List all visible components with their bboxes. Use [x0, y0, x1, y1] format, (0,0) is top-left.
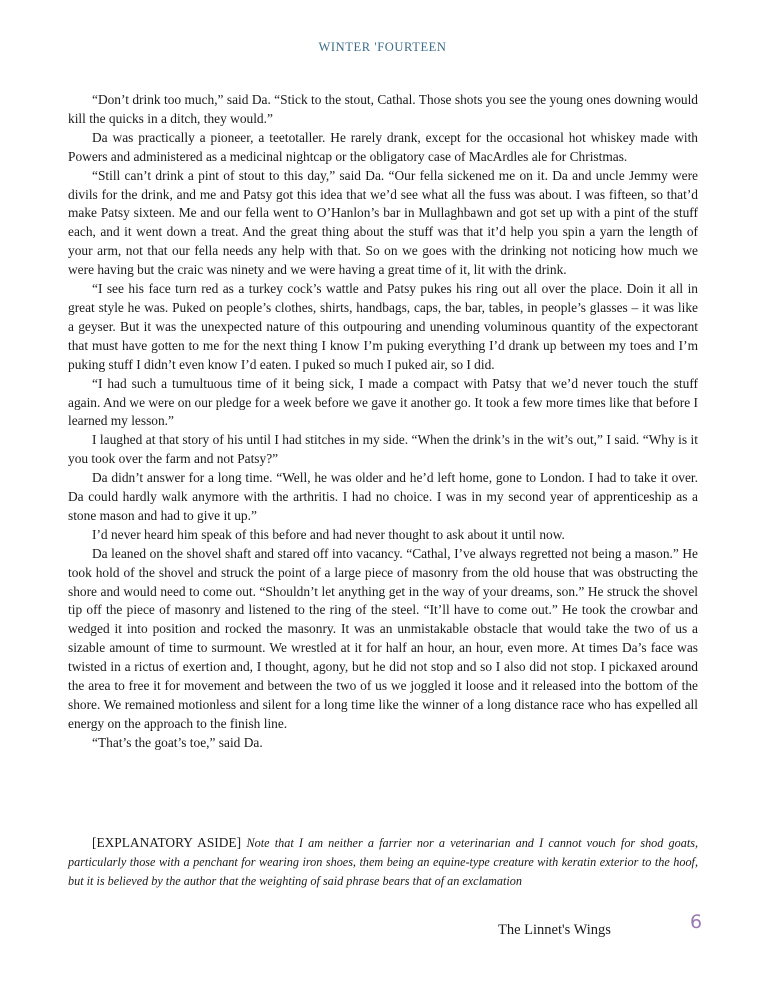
aside-label: [EXPLANATORY ASIDE]	[92, 835, 242, 850]
footer-publication-title: The Linnet's Wings	[498, 922, 611, 938]
paragraph: “I see his face turn red as a turkey cock’s wattle and Patsy pukes his ring out all over the place. Doin it all in great style he was. Puked on people’s clothes, shirts, handbags, caps, the bar, tables, in people’s glasses – it was like a geyser. But it was the unexpected nature of this outpouring and unending voluminous quantity of the expectorant that must have gotten to me for the next thing I know I’m puking everything I’d drank up between my toes and I’m puking stuff I didn’t even know I’d eaten. I puked so much I puked air, so I did.	[68, 281, 698, 372]
aside-body: Note that I am neither a farrier nor a veterinarian and I cannot vouch for shod goats, particularly those with a penchant for wearing iron shoes, them being an equine-type creature with keratin exterior to the hoof, but it is believed by the author that the weighting of said phrase bears that of an exclamation	[68, 836, 698, 888]
paragraph: Da leaned on the shovel shaft and stared off into vacancy. “Cathal, I’ve always regretted not being a mason.” He took hold of the shovel and struck the point of a large piece of masonry from the old house that was obstructing the shore and would need to come out. “Shouldn’t let anything get in the way of your dreams, son.” He struck the shovel tip off the piece of masonry and listened to the ring of the steel. “It’ll have to come out.” He took the crowbar and wedged it into position and rocked the masonry. It was an unmistakable obstacle that would take the two of us a sizable amount of time to surmount. We wrestled at it for half an hour, an hour, even more. At times Da’s face was twisted in a rictus of exertion and, I thought, agony, but he did not stop and so I also did not stop. I pickaxed around the area to free it for movement and between the two of us we joggled it loose and it released into the bottom of the shore. We remained motionless and silent for a long time like the winner of a long distance race who has expelled all energy on the approach to the finish line.	[68, 545, 698, 731]
paragraph: I laughed at that story of his until I had stitches in my side. “When the drink’s in the wit’s out,” I said. “Why is it you took over the farm and not Patsy?”	[68, 432, 698, 467]
paragraph: “Still can’t drink a pint of stout to this day,” said Da. “Our fella sickened me on it. Da and uncle Jemmy were divils for the drink, and me and Patsy got this idea that we’d see what all the fuss was about. I was fifteen, so that’d make Patsy sixteen. Me and our fella went to O’Hanlon’s bar in Mullaghbawn and got set up with a pint of the stuff each, and it went down a treat. And the great thing about the stuff was that it’d help you spin a yarn the length of your arm, not that our fella needs any help with that. So on we goes with the drinking not noticing how much we were having but the craic was ninety and we were having a great time of it, lit with the drink.	[68, 167, 698, 278]
paragraph: I’d never heard him speak of this before and had never thought to ask about it until now.	[92, 526, 565, 542]
paragraph: Da didn’t answer for a long time. “Well, he was older and he’d left home, gone to London. I had to take it over. Da could hardly walk anymore with the arthritis. I had no choice. I was in my second year of apprenticeship as a stone mason and had to give it up.”	[68, 470, 698, 523]
explanatory-aside	[68, 834, 698, 891]
paragraph: Da was practically a pioneer, a teetotaller. He rarely drank, except for the occasional hot whiskey made with Powers and administered as a medicinal nightcap or the obligatory case of MacArdles ale for Christmas.	[68, 129, 698, 164]
paragraph: “I had such a tumultuous time of it being sick, I made a compact with Patsy that we’d never touch the stuff again. And we were on our pledge for a week before we gave it another go. It took a few more times like that before I learned my lesson.”	[68, 375, 698, 429]
running-head: WINTER 'FOURTEEN	[318, 40, 447, 54]
page-number: 6	[690, 911, 703, 933]
body-text	[68, 91, 698, 753]
paragraph: “That’s the goat’s toe,” said Da.	[92, 734, 263, 750]
paragraph: “Don’t drink too much,” said Da. “Stick to the stout, Cathal. Those shots you see the young ones downing would kill the quicks in a ditch, they would.”	[68, 92, 698, 126]
